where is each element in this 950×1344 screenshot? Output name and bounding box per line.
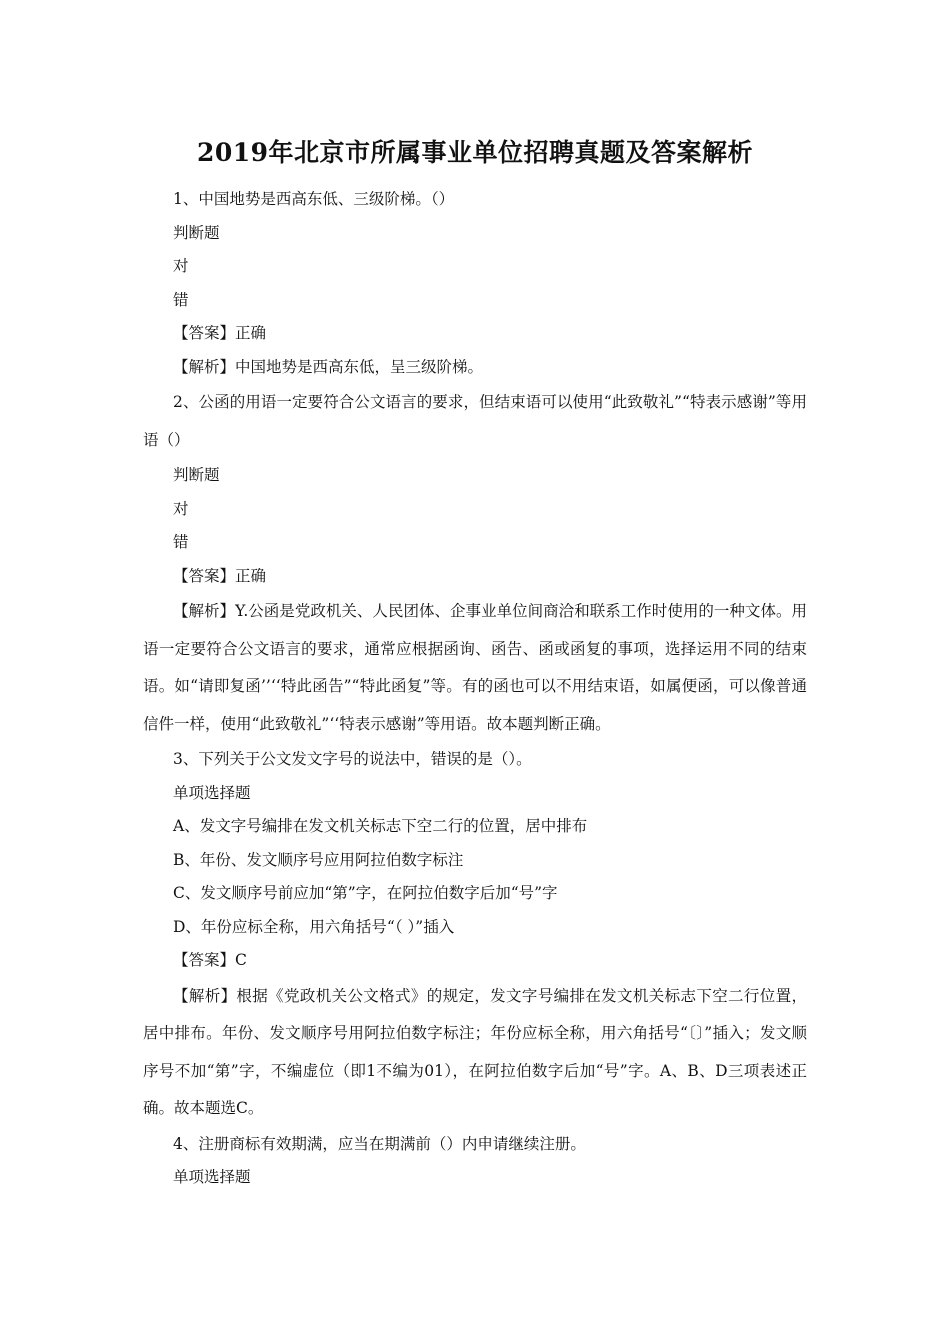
question-4-type: 单项选择题 [173,1168,251,1186]
question-3-option-d: D、年份应标全称，用六角括号“（ ）”插入 [173,917,455,936]
question-1-stem: 1、中国地势是西高东低、三级阶梯。（） [173,190,455,208]
question-3-option-a: A、发文字号编排在发文机关标志下空二行的位置，居中排布 [173,817,588,835]
question-2-option-false: 错 [173,533,189,551]
question-1-option-false: 错 [173,290,189,309]
question-4-stem: 4、注册商标有效期满，应当在期满前（）内申请继续注册。 [173,1134,586,1153]
question-1-type: 判断题 [173,223,220,242]
question-3-option-c: C、发文顺序号前应加“第”字，在阿拉伯数字后加“号”字 [173,884,558,902]
question-3-stem: 3、下列关于公文发文字号的说法中，错误的是（）。 [173,750,532,768]
question-1-option-true: 对 [173,257,189,275]
question-2-option-true: 对 [173,499,189,518]
document-body [143,183,807,1195]
question-3-option-b: B、年份、发文顺序号应用阿拉伯数字标注 [173,850,464,869]
question-1-answer: 【答案】正确 [173,324,267,342]
question-3-explanation: 【解析】根据《党政机关公文格式》的规定，发文字号编排在发文机关标志下空二行位置，居中排布。年份、发文顺序号用阿拉伯数字标注；年份应标全称，用六角括号“〔〕”插入；发文顺序号不加“第”字，不编虚位（即1不编为01），在阿拉伯数字后加“号”字。A、B、D三项表述正确。故本题选C。 [143,986,807,1117]
question-2-answer: 【答案】正确 [173,566,267,585]
question-1-explanation: 【解析】中国地势是西高东低，呈三级阶梯。 [173,357,484,376]
question-2-stem: 2、公函的用语一定要符合公文语言的要求，但结束语可以使用“此致敬礼”“特表示感谢”等用语（） [143,393,807,449]
question-3-answer: 【答案】C [173,951,247,969]
document-title: 2019年北京市所属事业单位招聘真题及答案解析 [196,138,754,167]
question-2-explanation: 【解析】Y.公函是党政机关、人民团体、企事业单位间商洽和联系工作时使用的一种文体。用语一定要符合公文语言的要求，通常应根据函询、函告、函或函复的事项，选择运用不同的结束语。如“请即复函’’‘‘特此函告”“特此函复”等。有的函也可以不用结束语，如属便函，可以像普通信件一样，使用“此致敬礼”‘‘特表示感谢”等用语。故本题判断正确。 [143,602,807,733]
question-2-type: 判断题 [173,466,220,484]
question-3-type: 单项选择题 [173,783,251,802]
